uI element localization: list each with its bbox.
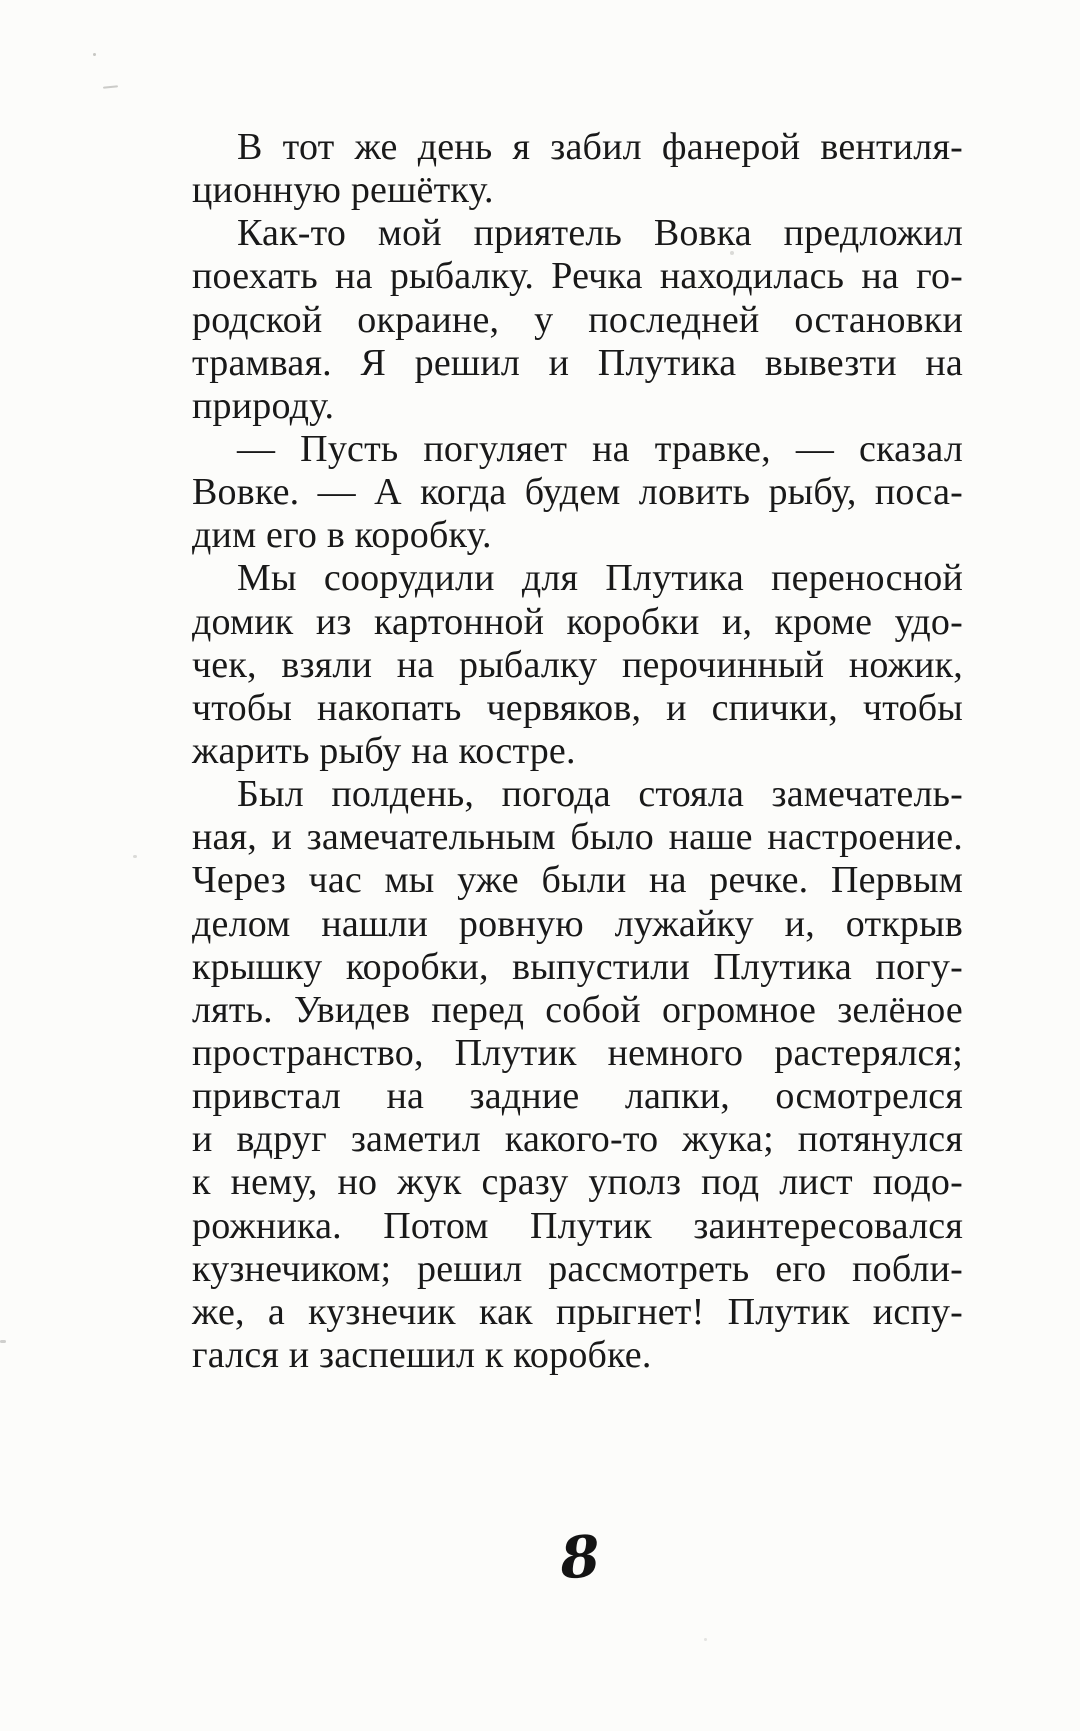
text-line: же, а кузнечик как прыгнет! Плутик испу-: [192, 1290, 963, 1333]
text-line: Мы соорудили для Плутика переносной: [237, 557, 963, 600]
paragraph: [192, 773, 963, 1377]
scan-speck: [93, 53, 96, 56]
text-line: Через час мы уже были на речке. Первым: [192, 859, 963, 902]
text-line: привстал на задние лапки, осмотрелся: [192, 1075, 963, 1118]
scan-speck: [0, 1340, 6, 1343]
text-line: кузнечиком; решил рассмотреть его побли-: [192, 1247, 963, 1290]
text-line: рожника. Потом Плутик заинтересовался: [192, 1204, 963, 1247]
text-line: и вдруг заметил какого-то жука; потянулся: [192, 1118, 963, 1161]
text-line: дим его в коробку.: [192, 514, 492, 557]
text-line: трамвая. Я решил и Плутика вывезти на: [192, 341, 963, 384]
text-line: крышку коробки, выпустили Плутика погу-: [192, 945, 963, 988]
text-line: ционную решётку.: [192, 169, 494, 212]
page-number: 8: [557, 1522, 603, 1593]
body-text: [192, 126, 963, 1377]
text-line: гался и заспешил к коробке.: [192, 1333, 652, 1376]
text-line: ная, и замечательным было наше настроение.: [192, 816, 963, 859]
text-line: жарить рыбу на костре.: [192, 729, 576, 772]
text-line: делом нашли ровную лужайку и, открыв: [192, 902, 963, 945]
paragraph: [192, 212, 963, 428]
text-line: — Пусть погуляет на травке, — сказал: [237, 427, 963, 470]
paragraph: [192, 126, 963, 212]
text-line: родской окраине, у последней остановки: [192, 298, 963, 341]
paragraph: [192, 557, 963, 773]
text-line: Как-то мой приятель Вовка предложил: [237, 212, 963, 255]
text-line: лять. Увидев перед собой огромное зелёное: [192, 988, 963, 1031]
text-line: пространство, Плутик немного растерялся;: [192, 1031, 963, 1074]
paragraph: [192, 428, 963, 557]
text-line: домик из картонной коробки и, кроме удо-: [192, 600, 963, 643]
text-line: В тот же день я забил фанерой вентиля-: [237, 126, 963, 168]
scan-speck: [704, 1638, 707, 1641]
scan-speck: [103, 85, 118, 89]
text-line: природу.: [192, 384, 335, 427]
text-line: Был полдень, погода стояла замечатель-: [237, 773, 963, 816]
text-line: к нему, но жук сразу уполз под лист подо-: [192, 1161, 963, 1204]
text-line: поехать на рыбалку. Речка находилась на го-: [192, 255, 963, 298]
text-line: чтобы накопать червяков, и спички, чтобы: [192, 686, 963, 729]
scan-speck: [133, 855, 137, 858]
text-line: чек, взяли на рыбалку перочинный ножик,: [192, 643, 963, 686]
text-line: Вовке. — А когда будем ловить рыбу, поса-: [192, 471, 963, 514]
